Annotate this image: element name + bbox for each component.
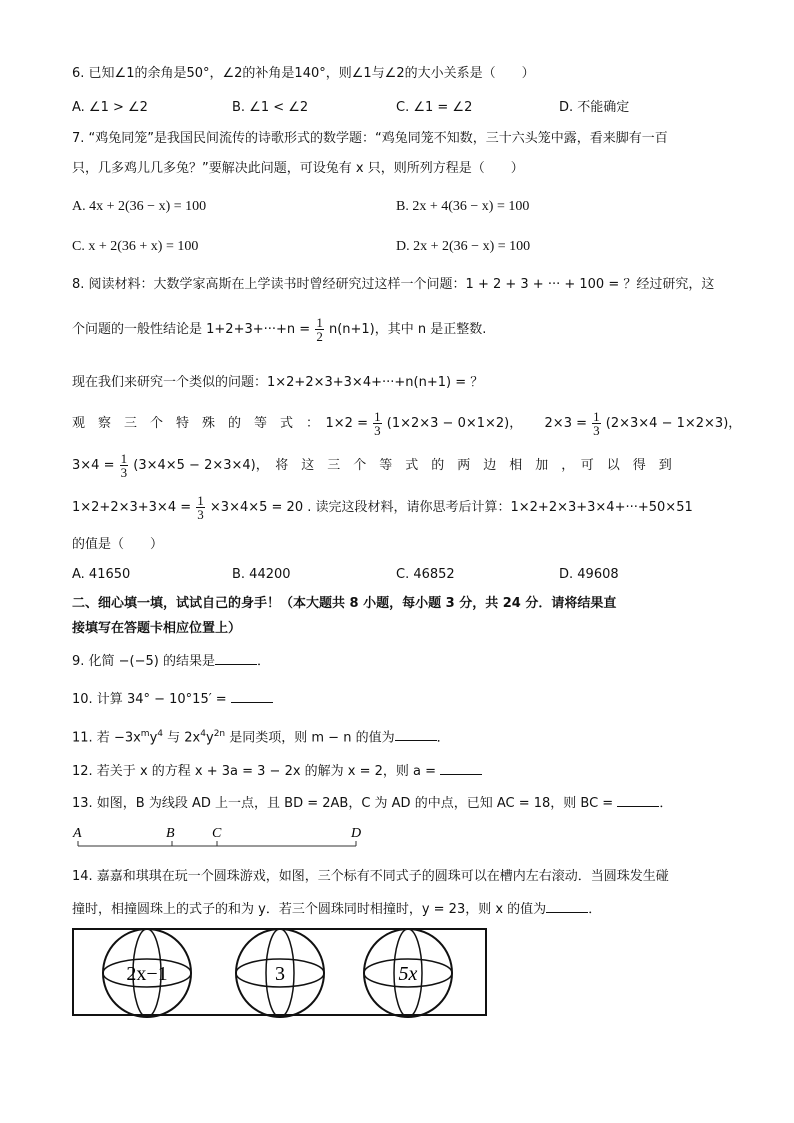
q7-option-d: D. 2x + 2(36 − x) = 100 [396, 239, 531, 254]
fraction-third: $\frac{1}{3}$ [197, 493, 204, 522]
q14-line2: 撞时，相撞圆珠上的式子的和为 y．若三个圆珠同时相撞时，y = 23，则 x 的值为 ． [72, 902, 602, 917]
q6-option-d: D. 不能确定 [559, 100, 630, 115]
q8-line5-a: 3×4 = [72, 458, 115, 473]
q13-text: 13. 如图，B 为线段 AD 上一点，且 BD = 2AB，C 为 AD 的中点，已知 AC = 18，则 BC = [72, 796, 614, 811]
ball-2 [236, 929, 324, 1017]
q7-option-c: C. x + 2(36 + x) = 100 [72, 239, 199, 254]
q8-line2-post: n(n+1)，其中 n 是正整数. [328, 322, 487, 337]
q11: 11. 若 $-3x^my^4$ 与 $2x^4y^{2n}$ 是同类项，则 m − n 的值为 ． [72, 729, 450, 746]
q7-stem-line1: 7. “鸡兔同笼”是我国民间流传的诗歌形式的数学题：“鸡兔同笼不知数，三十六头笼中露，看来脚有一百 [72, 131, 668, 146]
label-b: B [166, 826, 175, 841]
q6-stem: 6. 已知∠1的余角是50°，∠2的补角是140°，则∠1与∠2的大小关系是（ ） [72, 66, 535, 81]
q8-line7: 的值是（ ） [72, 537, 164, 552]
q7-stem-line2: 只，几多鸡儿几多兔？”要解决此问题，可设兔有 x 只，则所列方程是（ ） [72, 161, 524, 176]
q11-sup: m [140, 729, 150, 739]
answer-blank [546, 900, 588, 913]
q8-line3: 现在我们来研究一个类似的问题：1×2+2×3+3×4+···+n(n+1) = ？ [72, 375, 484, 390]
q14-line1: 14. 嘉嘉和琪琪在玩一个圆珠游戏，如图，三个标有不同式子的圆珠可以在槽内左右滚动．当圆珠发生碰 [72, 869, 669, 884]
q11-mid: y [205, 730, 214, 746]
ball-1-label: 2x−1 [126, 963, 168, 985]
q10 [72, 690, 273, 709]
q8-line2-pre: 个问题的一般性结论是 1+2+3+···+n = [72, 322, 311, 337]
answer-blank [215, 652, 257, 665]
q8-option-d: D. 49608 [559, 567, 619, 582]
q11-mid: 与 2x [163, 730, 201, 746]
section-2-heading-line1: 二、细心填一填，试试自己的身手！（本大题共 8 小题，每小题 3 分，共 24 分．请将结果直 [72, 596, 617, 611]
q11-mid: y [149, 730, 158, 746]
q8-line4-c: 2×3 = [544, 416, 587, 431]
q8-line4 [72, 410, 741, 437]
answer-blank [617, 794, 659, 807]
label-c: C [212, 826, 222, 841]
q8-line6-a: 1×2+2×3+3×4 = [72, 500, 192, 515]
q8-line5 [72, 452, 672, 479]
fraction-third: $\frac{1}{3}$ [593, 409, 600, 438]
label-d: D [351, 826, 362, 841]
q6-option-c: C. ∠1 = ∠2 [396, 100, 473, 115]
q11-sup: 4 [200, 729, 206, 739]
q7-option-a: A. 4x + 2(36 − x) = 100 [72, 199, 207, 214]
q8-line4-a: 观 察 三 个 特 殊 的 等 式 ： 1×2 = [72, 416, 368, 431]
q8-line6 [72, 494, 693, 521]
q8-line1: 8. 阅读材料：大数学家高斯在上学读书时曾经研究过这样一个问题：1 + 2 + 3 + ··· + 100 = ？经过研究，这 [72, 277, 715, 292]
fraction-third: $\frac{1}{3}$ [374, 409, 381, 438]
q7-option-b: B. 2x + 4(36 − x) = 100 [396, 199, 530, 214]
q8-line4-d: (2×3×4 − 1×2×3)， [605, 416, 742, 431]
fraction-half: $\frac{1}{2}$ [316, 315, 323, 344]
q11-sup: 2n [213, 729, 226, 739]
q8-option-b: B. 44200 [232, 567, 291, 582]
fraction-third: $\frac{1}{3}$ [120, 451, 128, 480]
ball-trough-figure [72, 928, 488, 1018]
q8-line6-b: ×3×4×5 = 20 . 读完这段材料，请你思考后计算：1×2+2×3+3×4+···+50×51 [209, 500, 693, 515]
label-a: A [73, 826, 82, 841]
q14-text: 撞时，相撞圆珠上的式子的和为 y．若三个圆珠同时相撞时，y = 23，则 x 的值为 [72, 902, 547, 917]
q8-line4-b: (1×2×3 − 0×1×2)， [386, 416, 523, 431]
q6-option-b: B. ∠1 < ∠2 [232, 100, 309, 115]
q8-option-a: A. 41650 [72, 567, 131, 582]
answer-blank [231, 690, 273, 703]
ball-2-label: 3 [275, 963, 285, 985]
q12 [72, 762, 482, 781]
ball-1 [103, 929, 191, 1017]
q11-post: 是同类项，则 m − n 的值为 [225, 730, 395, 746]
q6-option-a: A. ∠1 > ∠2 [72, 100, 148, 115]
q9: 9. 化简 −(−5) 的结果是 ． [72, 654, 271, 669]
q10-text: 10. 计算 34° − 10°15′ = [72, 692, 227, 707]
q9-text: 9. 化简 −(−5) 的结果是 [72, 654, 216, 669]
q11-sup: 4 [157, 729, 164, 739]
line-segment-figure [70, 824, 370, 854]
q8-line5-b: (3×4×5 − 2×3×4)， 将 这 三 个 等 式 的 两 边 相 加 ， 可 以 得 到 [133, 458, 672, 473]
q8-option-c: C. 46852 [396, 567, 455, 582]
answer-blank [395, 728, 437, 741]
q8-line2 [72, 316, 486, 343]
ball-3-label: 5x [398, 963, 418, 985]
q13: 13. 如图，B 为线段 AD 上一点，且 BD = 2AB，C 为 AD 的中点，已知 AC = 18，则 BC = ． [72, 796, 673, 811]
q11-pre: 11. 若 −3x [72, 730, 141, 746]
ball-3 [364, 929, 452, 1017]
section-2-heading-line2: 接填写在答题卡相应位置上） [72, 621, 242, 636]
q12-text: 12. 若关于 x 的方程 x + 3a = 3 − 2x 的解为 x = 2，则 a = [72, 764, 437, 779]
answer-blank [440, 762, 482, 775]
